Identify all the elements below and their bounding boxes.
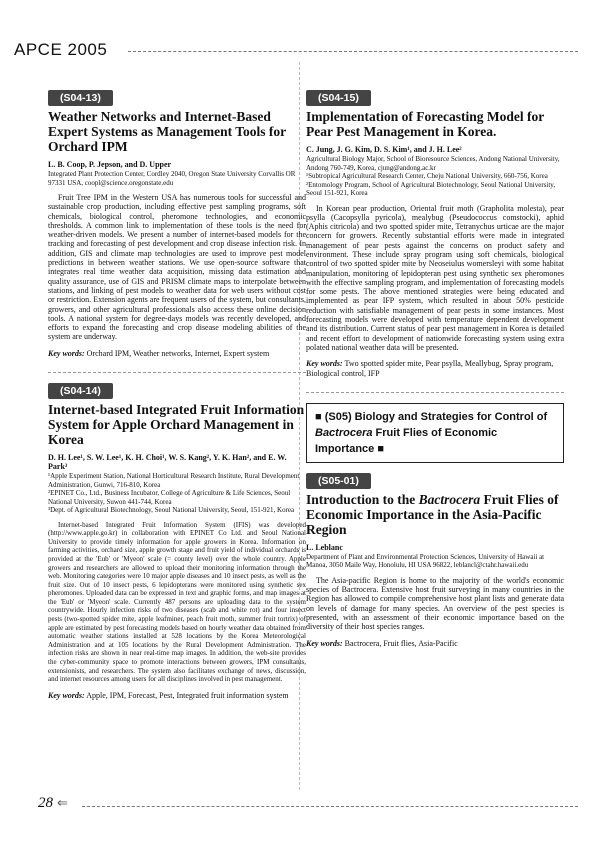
abstract-affiliation: ²Entomology Program, School of Agricultural Biotechnology, Seoul National University, Seoul 151-921, Korea bbox=[306, 180, 556, 197]
session-tag: (S04-13) bbox=[48, 90, 113, 106]
abstract-affiliation: ²EPINET Co., Ltd., Business Incubator, College of Agriculture & Life Sciences, Seoul National University, Suwon 441-744, Korea bbox=[48, 489, 291, 506]
right-column bbox=[306, 88, 564, 648]
keywords-label: Key words: bbox=[48, 348, 85, 358]
left-column bbox=[48, 88, 306, 700]
session-heading-box bbox=[306, 403, 564, 463]
abstract-title-part-a: Introduction to the bbox=[306, 491, 416, 507]
abstract-affiliation: Integrated Plant Protection Center, Cordley 2040, Oregon State University Corvallis OR 97331 USA, coopl@science.oregonstate.edu bbox=[48, 170, 296, 187]
keywords bbox=[306, 359, 564, 378]
abstract-s04-13 bbox=[48, 88, 306, 358]
session-heading-text-a: (S05) Biology and Strategies for Control of bbox=[324, 410, 548, 423]
keywords-text: Apple, IPM, Forecast, Pest, Integrated fruit information system bbox=[86, 690, 289, 700]
abstract-affiliation: Agricultural Biology Major, School of Bioresource Sciences, Andong National University, Andong 760-749, Korea, cjung@andong.ac.kr bbox=[306, 155, 560, 172]
arrow-left-icon: ⇐ bbox=[57, 795, 68, 810]
abstract-authors: L. Leblanc bbox=[306, 542, 343, 552]
abstract-title: Implementation of Forecasting Model for Pear Pest Management in Korea. bbox=[306, 109, 544, 139]
abstract-body: The Asia-pacific Region is home to the majority of the world's economic species of Bactrocera. Extensive host fruit surveying in many countries in the Region has allowed to compile comprehensive host plant lists and generate data on levels of damage for many species. An overview of the pest species is presented, with an assessment of their economic importance based on the diversity of their host species ranges. bbox=[306, 575, 564, 632]
page-footer bbox=[38, 795, 68, 812]
abstract-affiliation: ¹Subtropical Agricultural Research Center, Cheju National University, 660-756, Korea bbox=[306, 172, 548, 180]
abstract-title-italic: Bactrocera bbox=[418, 491, 481, 507]
keywords-label: Key words: bbox=[48, 690, 85, 700]
abstract-authors: D. H. Lee¹, S. W. Lee¹, K. H. Choi¹, W. S. Kang², Y. K. Han², and E. W. Park³ bbox=[48, 453, 287, 472]
section-divider bbox=[306, 392, 564, 393]
keywords-text: Orchard IPM, Weather networks, Internet, Expert system bbox=[86, 348, 270, 358]
abstract-s04-15 bbox=[306, 88, 564, 378]
bullet-square-icon: ■ bbox=[377, 442, 385, 455]
session-tag: (S04-14) bbox=[48, 383, 113, 399]
keywords bbox=[48, 691, 306, 700]
abstract-title-part-b: Fruit Flies of Economic Importance in the Asia-Pacific Region bbox=[306, 491, 559, 537]
session-heading-italic: Bactrocera bbox=[315, 426, 373, 439]
session-tag: (S05-01) bbox=[306, 473, 371, 489]
abstract-affiliation: ³Dept. of Agricultural Biotechnology, Seoul National University, Seoul, 151-921, Korea bbox=[48, 506, 295, 515]
abstract-authors: C. Jung, J. G. Kim, D. S. Kim¹, and J. H. Lee² bbox=[306, 145, 462, 154]
journal-header: APCE 2005 bbox=[14, 40, 108, 59]
abstract-s04-14 bbox=[48, 381, 306, 700]
abstract-body: Fruit Tree IPM in the Western USA has numerous tools for successful and sustainable crop production, including effective pest sampling programs, soft chemicals, biological control, pheromone technologies, and economic thresholds. A common link to implementation of these tools is the need for weather-driven models. We present a number of internet-based models for the tracking and forecasting of pest development and crop disease infection risk. In addition, GIS and climate map technologies are used to improve pest model predictions in between weather stations. We use open-source software that integrates real time weather data acquisition, missing data estimation and quality assurance, use of GIS and PRISM climate maps to interpolate between stations, and linking of pest models to weather data for web users without cost or restriction. Extension agents are frequent users of the system, but consultants, growers, and other agricultural professionals also access these online decision tools. A national system for degree-days models was recently developed, and efforts to expand the forecasting and crop disease modeling abilities of the system are underway. bbox=[48, 193, 306, 342]
abstract-body: Internet-based Integrated Fruit Information System (IFIS) was developed (http://www.apple.go.kr) in collaboration with EPINET Co Ltd. and Seoul National University to provide timely information for apple growers in Korea. Information on farming activities, orchard size, apple growth stage and fruit yield of individual orchards is provided at the 'Eub' or 'Myeon' scale (= county level) over the whole country. Apple growers and researchers are allowed to upload their monitoring information through the web. Monitoring categories were 10 major apple diseases and 10 insect pests, as well as the fruit size. Out of 10 insect pests, 6 lepidopterans were monitored using synthetic sex pheromones. Uploaded data can be expressed in text and graphic forms, and map images at the 'Eub' or 'Myeon' scale. Currently 487 persons are uploading data to the system countrywide. Hourly infection risks of two diseases (scab and white rot) and four insect pests (two-spotted spider mite, apple leafminer, peach fruit moth, summer fruit tortrix) of apple are estimated by pest forecasting models based on hourly weather data obtained from automatic weather stations installed at 528 locations by the Korea Meteorological Administration and at 105 locations by the Rural Development Administration. The infection risks are shown in near real-time map images. In addition, the web-site provides the cyber-community space to promote interactions between growers, IPM consultants, extensionists, and researchers. The system also facilitates exchange of news, discussion, and internet resources among users for all disciplines involved in pest management. bbox=[48, 520, 306, 684]
abstract-authors: L. B. Coop, P. Jepson, and D. Upper bbox=[48, 160, 172, 169]
keywords-text: Two spotted spider mite, Pear psylla, Meallybug, Spray program, Biological control, IFP bbox=[306, 359, 554, 378]
abstract-title bbox=[306, 492, 564, 537]
abstract-affiliation: Department of Plant and Environmental Protection Sciences, University of Hawaii at Manoa, 3050 Maile Way, Honolulu, HI USA 96822, leblancl@ctahr.hawaii.edu bbox=[306, 552, 545, 570]
abstract-title: Weather Networks and Internet-Based Expert Systems as Management Tools for Orchard IPM bbox=[48, 109, 286, 154]
keywords-label: Key words: bbox=[306, 638, 343, 648]
abstract-s05-01 bbox=[306, 471, 564, 648]
session-heading-text-b: Fruit Flies of Economic Importance bbox=[315, 426, 498, 455]
bullet-square-icon: ■ bbox=[315, 410, 322, 423]
page-number: 28 bbox=[38, 795, 53, 811]
footer-rule bbox=[82, 806, 578, 807]
abstract-title: Internet-based Integrated Fruit Information System for Apple Orchard Management in Korea bbox=[48, 402, 305, 448]
header-rule bbox=[128, 51, 578, 52]
keywords-label: Key words: bbox=[306, 359, 343, 369]
abstract-body: In Korean pear production, Oriental fruit moth (Grapholita molesta), pear psylla (Cacopsylla pyricola), mealybug (Pseudococcus comstocki), aphid (Aphis citricola) and two spotted spider mite, Tetranychus urticae are the major concern for growers. Recently substantial efforts were made in integrated management of pear pests against the concerns on product safety and environment. These include spray program using soft chemicals, biological control of two spotted spider mite by Neoseiulus womersleyi with some habitat manipulation, monitoring of lepidopteran pest using synthetic sex pheromones with the effective sampling program, and implementation of forecasting models for some pests. The above mentioned strategies were being educated and implemented as pear IFP system, which resulted in about 50% pesticide reduction with satisfiable management of pear pests in some instances. Most forecasting models were developed with temperature dependent development and its distribution. Current status of pear pest management in Korea is detailed and recent effort to development of nationwide forecasting system using extra polated national weather data will be presented. bbox=[306, 203, 564, 352]
session-tag: (S04-15) bbox=[306, 90, 371, 106]
abstract-affiliation: ¹Apple Experiment Station, National Horticultural Research Institute, Rural Development Administration, Gunwi, 716-810, Korea bbox=[48, 472, 300, 489]
keywords bbox=[48, 349, 306, 358]
section-divider bbox=[48, 372, 306, 373]
keywords bbox=[306, 639, 564, 648]
keywords-text: Bactrocera, Fruit flies, Asia-Pacific bbox=[344, 638, 458, 648]
